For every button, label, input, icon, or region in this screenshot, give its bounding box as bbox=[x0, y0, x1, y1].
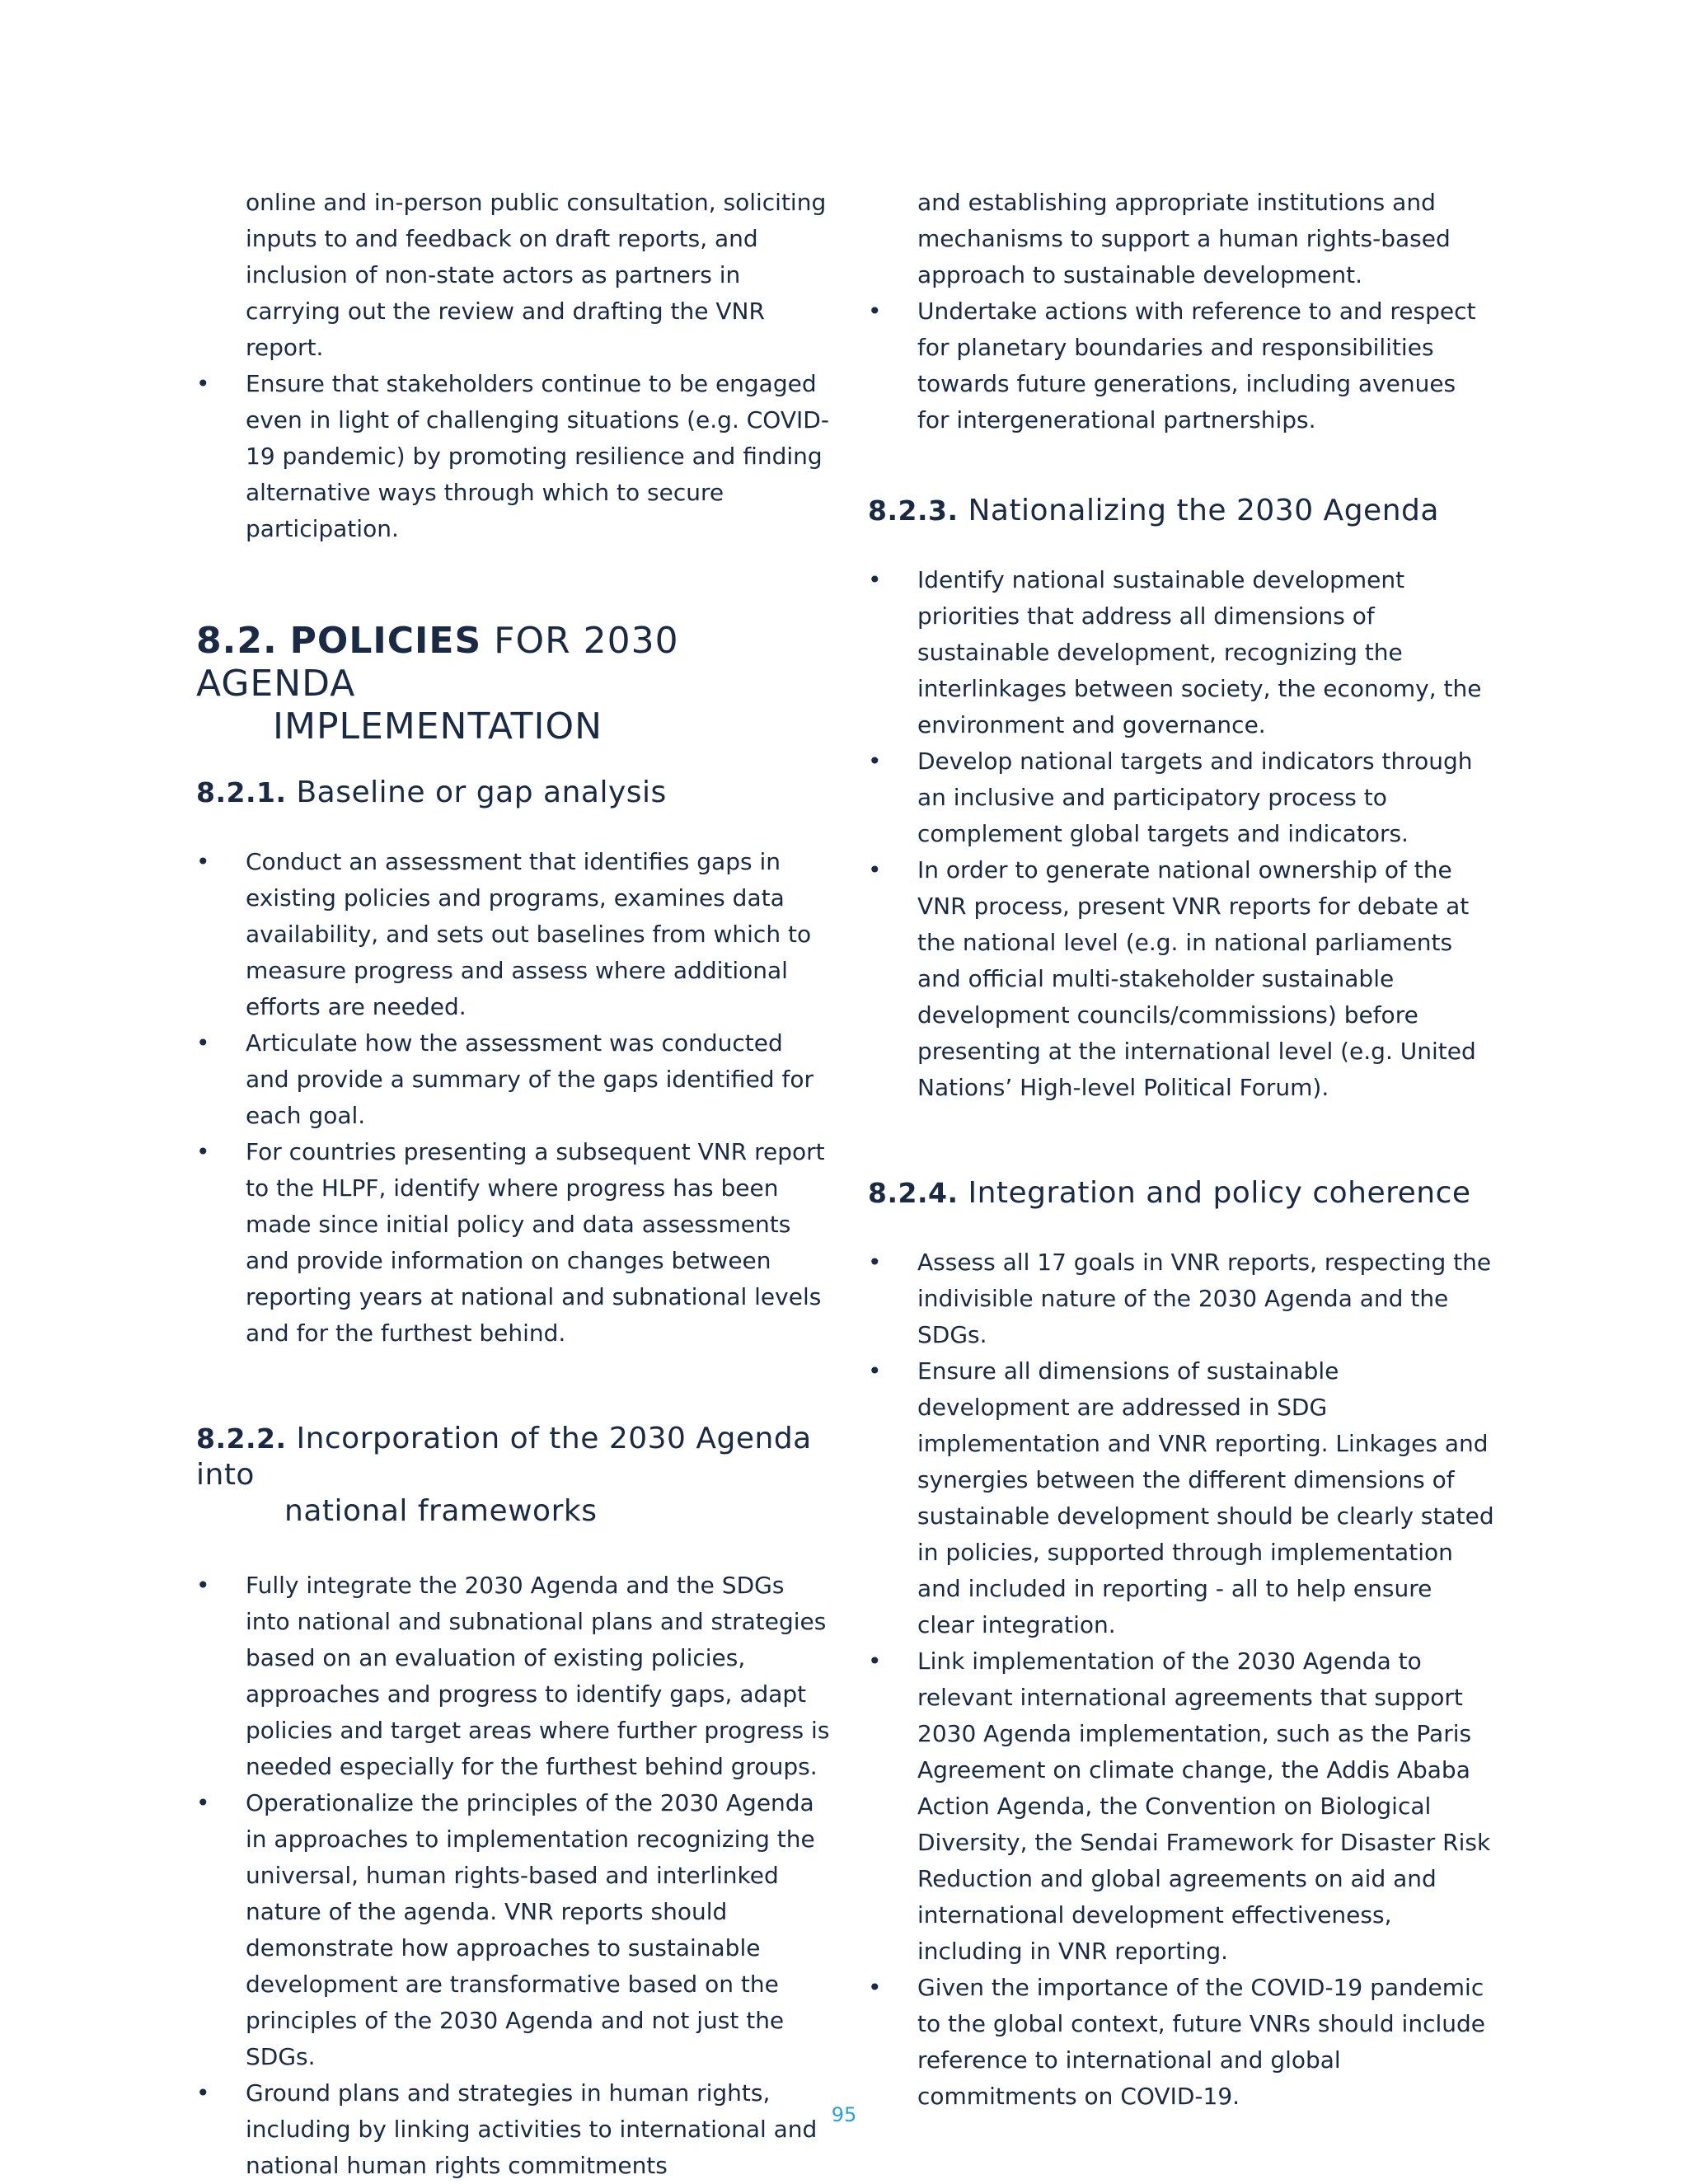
subsection-title-line2: national frameworks bbox=[284, 1494, 598, 1528]
page-number: 95 bbox=[831, 2103, 857, 2126]
list-item: • Develop national targets and indicators through an inclusive and participatory process to complement global targets and indicators. bbox=[868, 743, 1494, 852]
subsection-number: 8.2.1. bbox=[196, 776, 287, 808]
subsection-number: 8.2.4. bbox=[868, 1177, 959, 1209]
list-item: • Fully integrate the 2030 Agenda and the SDGs into national and subnational plans and strategies based on an evaluation of existing policies, approaches and progress to identify gaps, adapt policies and target areas where further progress is needed especially for the furthest behind groups. bbox=[196, 1568, 831, 1785]
list-item: • Ensure all dimensions of sustainable development are addressed in SDG implementation and VNR reporting. Linkages and synergies between the different dimensions of sustainable development should be clearly stated in policies, supported through implementation and included in reporting - all to help ensure clear integration. bbox=[868, 1353, 1494, 1643]
subsection-title: Baseline or gap analysis bbox=[296, 776, 667, 809]
list-item: • Ground plans and strategies in human rights, including by linking activities to international and national human rights commitments bbox=[196, 2075, 831, 2184]
intro-continuation: online and in-person public consultation, soliciting inputs to and feedback on draft reports, and inclusion of non-state actors as partners in carrying out the review and drafting the VNR report. bbox=[246, 189, 827, 361]
bullet-list-8-2-4 bbox=[868, 1244, 1494, 2115]
subsection-number: 8.2.2. bbox=[196, 1422, 287, 1455]
subsection-title: Incorporation of the 2030 Agenda into bbox=[196, 1422, 812, 1492]
section-title-line2: IMPLEMENTATION bbox=[273, 705, 603, 748]
list-item: • Assess all 17 goals in VNR reports, respecting the indivisible nature of the 2030 Agenda and the SDGs. bbox=[868, 1244, 1494, 1353]
section-heading bbox=[196, 620, 831, 748]
intro-bullet-list bbox=[196, 366, 831, 547]
subsection-heading-8-2-3 bbox=[868, 493, 1494, 529]
subsection-title: Integration and policy coherence bbox=[968, 1176, 1471, 1210]
list-item: • Given the importance of the COVID-19 pandemic to the global context, future VNRs should include reference to international and global commitments on COVID-19. bbox=[868, 1970, 1494, 2115]
right-continuation: and establishing appropriate institutions and mechanisms to support a human rights-based approach to sustainable development. bbox=[917, 189, 1451, 288]
bullet-list-8-2-1 bbox=[196, 844, 831, 1352]
list-item: • In order to generate national ownership of the VNR process, present VNR reports for debate at the national level (e.g. in national parliaments and official multi-stakeholder sustainable development councils/commissions) before presenting at the international level (e.g. United Nations’ High-level Political Forum). bbox=[868, 852, 1494, 1106]
list-item: • Identify national sustainable development priorities that address all dimensions of sustainable development, recognizing the interlinkages between society, the economy, the environment and governance. bbox=[868, 562, 1494, 743]
list-item: • Undertake actions with reference to and respect for planetary boundaries and responsibilities towards future generations, including avenues for intergenerational partnerships. bbox=[868, 293, 1494, 438]
subsection-number: 8.2.3. bbox=[868, 494, 959, 527]
left-column bbox=[196, 185, 831, 2184]
list-item: • Conduct an assessment that identifies gaps in existing policies and programs, examines data availability, and sets out baselines from which to measure progress and assess where additional efforts are needed. bbox=[196, 844, 831, 1025]
right-column bbox=[868, 185, 1494, 2115]
bullet-list-8-2-2 bbox=[196, 1568, 831, 2184]
list-item: • Operationalize the principles of the 2030 Agenda in approaches to implementation recognizing the universal, human rights-based and interlinked nature of the agenda. VNR reports should demonstrate how approaches to sustainable development are transformative based on the principles of the 2030 Agenda and not just the SDGs. bbox=[196, 1785, 831, 2075]
list-item: • Ensure that stakeholders continue to be engaged even in light of challenging situations (e.g. COVID-19 pandemic) by promoting resilience and finding alternative ways through which to secure participation. bbox=[196, 366, 831, 547]
section-title-rest: FOR 2030 AGENDA bbox=[196, 620, 679, 705]
bullet-list-8-2-3 bbox=[868, 562, 1494, 1106]
subsection-heading-8-2-2 bbox=[196, 1421, 831, 1530]
list-item: • For countries presenting a subsequent VNR report to the HLPF, identify where progress has been made since initial policy and data assessments and provide information on changes between reporting years at national and subnational levels and for the furthest behind. bbox=[196, 1134, 831, 1352]
list-item: • Articulate how the assessment was conducted and provide a summary of the gaps identified for each goal. bbox=[196, 1025, 831, 1134]
list-item: • Link implementation of the 2030 Agenda to relevant international agreements that support 2030 Agenda implementation, such as the Paris Agreement on climate change, the Addis Ababa Action Agenda, the Convention on Biological Diversity, the Sendai Framework for Disaster Risk Reduction and global agreements on aid and international development effectiveness, including in VNR reporting. bbox=[868, 1643, 1494, 1970]
right-continuation-bullets bbox=[868, 293, 1494, 438]
subsection-heading-8-2-1 bbox=[196, 775, 831, 811]
subsection-title: Nationalizing the 2030 Agenda bbox=[968, 494, 1439, 527]
subsection-heading-8-2-4 bbox=[868, 1175, 1494, 1212]
section-number: 8.2. bbox=[196, 620, 278, 662]
section-title-bold: POLICIES bbox=[289, 620, 482, 662]
